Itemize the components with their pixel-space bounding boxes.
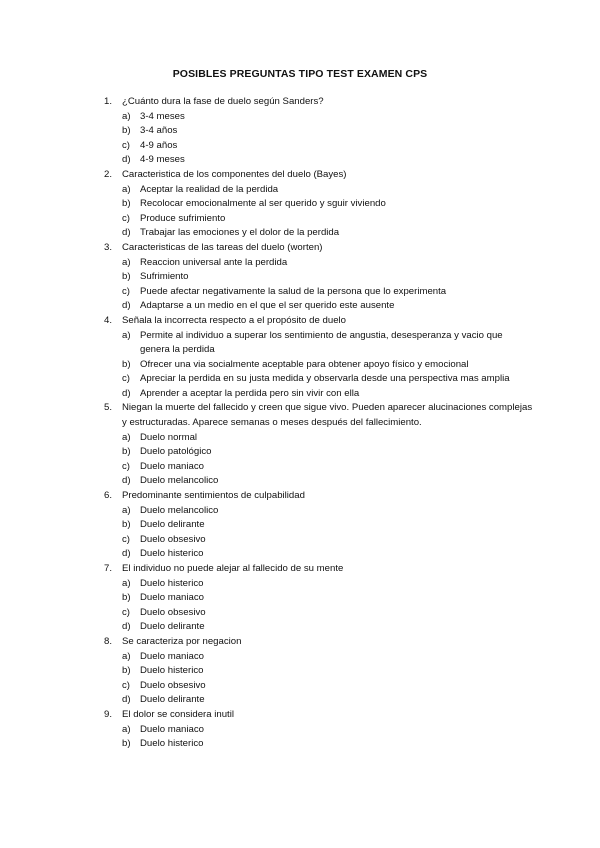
option-letter: a) bbox=[122, 329, 131, 341]
answer-option bbox=[122, 197, 534, 212]
option-letter: a) bbox=[122, 723, 131, 735]
option-text: Permite al individuo a superar los sentimiento de angustia, desesperanza y vacio que genera la perdida bbox=[140, 329, 503, 356]
answer-option bbox=[122, 183, 534, 198]
answer-option bbox=[122, 124, 534, 139]
question-text: Caracteristicas de las tareas del duelo (worten) bbox=[122, 241, 323, 253]
answer-option bbox=[122, 299, 534, 314]
question-line bbox=[104, 241, 534, 256]
option-letter: c) bbox=[122, 606, 130, 618]
option-letter: b) bbox=[122, 198, 131, 210]
question-list bbox=[104, 95, 534, 752]
question-item bbox=[104, 635, 534, 708]
answer-option bbox=[122, 577, 534, 592]
option-text: Aprender a aceptar la perdida pero sin vivir con ella bbox=[140, 387, 360, 399]
question-number: 3. bbox=[104, 241, 113, 253]
option-text: Aceptar la realidad de la perdida bbox=[140, 183, 279, 195]
answer-option bbox=[122, 329, 534, 358]
option-letter: d) bbox=[122, 694, 131, 706]
question-text: Señala la incorrecta respecto a el propósito de duelo bbox=[122, 314, 346, 326]
answer-option bbox=[122, 504, 534, 519]
option-text: Duelo normal bbox=[140, 431, 198, 443]
option-letter: d) bbox=[122, 154, 131, 166]
option-letter: c) bbox=[122, 212, 130, 224]
option-letter: b) bbox=[122, 446, 131, 458]
option-letter: a) bbox=[122, 577, 131, 589]
question-item bbox=[104, 314, 534, 402]
option-letter: b) bbox=[122, 358, 131, 370]
answer-option bbox=[122, 445, 534, 460]
answer-option bbox=[122, 547, 534, 562]
answer-option bbox=[122, 372, 534, 387]
option-letter: d) bbox=[122, 227, 131, 239]
question-line bbox=[104, 635, 534, 650]
question-line bbox=[104, 562, 534, 577]
answer-option bbox=[122, 591, 534, 606]
option-text: Puede afectar negativamente la salud de la persona que lo experimenta bbox=[140, 285, 447, 297]
option-letter: d) bbox=[122, 387, 131, 399]
question-text: Predominante sentimientos de culpabilidad bbox=[122, 490, 305, 502]
page-title: POSIBLES PREGUNTAS TIPO TEST EXAMEN CPS bbox=[172, 68, 428, 80]
option-letter: c) bbox=[122, 533, 130, 545]
option-text: Apreciar la perdida en su justa medida y observarla desde una perspectiva mas amplia bbox=[140, 373, 510, 385]
question-text: Niegan la muerte del fallecido y creen que sigue vivo. Pueden aparecer alucinaciones complejas y estructuradas. Aparece semanas o meses después del fallecimiento. bbox=[122, 402, 533, 429]
answer-option bbox=[122, 620, 534, 635]
answer-option bbox=[122, 679, 534, 694]
option-letter: b) bbox=[122, 592, 131, 604]
option-text: Duelo histerico bbox=[140, 738, 204, 750]
option-text: Duelo maniaco bbox=[140, 460, 204, 472]
option-letter: d) bbox=[122, 475, 131, 487]
option-text: 3-4 meses bbox=[140, 110, 185, 122]
answer-option bbox=[122, 110, 534, 125]
answer-option bbox=[122, 256, 534, 271]
question-number: 4. bbox=[104, 314, 113, 326]
answer-option bbox=[122, 606, 534, 621]
option-text: Adaptarse a un medio en el que el ser querido este ausente bbox=[140, 300, 395, 312]
option-text: Duelo melancolico bbox=[140, 504, 219, 516]
question-item bbox=[104, 168, 534, 241]
question-line bbox=[104, 95, 534, 110]
option-letter: d) bbox=[122, 621, 131, 633]
option-text: Duelo melancolico bbox=[140, 475, 219, 487]
question-line bbox=[104, 708, 534, 723]
option-text: Duelo maniaco bbox=[140, 592, 204, 604]
answer-option bbox=[122, 153, 534, 168]
question-line bbox=[104, 489, 534, 504]
question-line bbox=[104, 168, 534, 183]
answer-option bbox=[122, 270, 534, 285]
option-text: Duelo obsesivo bbox=[140, 606, 206, 618]
option-text: 4-9 meses bbox=[140, 154, 185, 166]
option-text: Duelo delirante bbox=[140, 621, 205, 633]
answer-option bbox=[122, 474, 534, 489]
option-letter: b) bbox=[122, 271, 131, 283]
question-number: 1. bbox=[104, 96, 113, 107]
option-letter: b) bbox=[122, 519, 131, 531]
option-text: Duelo delirante bbox=[140, 519, 205, 531]
option-letter: a) bbox=[122, 183, 131, 195]
option-text: Duelo histerico bbox=[140, 577, 204, 589]
option-text: Duelo histerico bbox=[140, 548, 204, 560]
option-letter: a) bbox=[122, 110, 131, 122]
question-number: 8. bbox=[104, 635, 113, 647]
answer-option bbox=[122, 533, 534, 548]
question-item bbox=[104, 241, 534, 314]
answer-option bbox=[122, 518, 534, 533]
question-text: El individuo no puede alejar al fallecido de su mente bbox=[122, 563, 344, 574]
question-item bbox=[104, 95, 534, 168]
option-text: Recolocar emocionalmente al ser querido y sguir viviendo bbox=[140, 198, 386, 210]
answer-option bbox=[122, 226, 534, 241]
question-item bbox=[104, 401, 534, 489]
option-letter: c) bbox=[122, 373, 130, 385]
option-text: Duelo histerico bbox=[140, 665, 204, 677]
answer-option bbox=[122, 139, 534, 154]
question-number: 9. bbox=[104, 708, 113, 720]
option-letter: b) bbox=[122, 125, 131, 137]
option-text: Produce sufrimiento bbox=[140, 212, 226, 224]
option-letter: b) bbox=[122, 738, 131, 750]
option-letter: c) bbox=[122, 679, 130, 691]
question-number: 6. bbox=[104, 490, 113, 502]
question-number: 5. bbox=[104, 402, 113, 414]
question-text: Se caracteriza por negacion bbox=[122, 635, 242, 647]
option-text: 3-4 años bbox=[140, 125, 178, 137]
option-text: Duelo maniaco bbox=[140, 650, 204, 662]
answer-option bbox=[122, 387, 534, 402]
answer-option bbox=[122, 664, 534, 679]
option-letter: c) bbox=[122, 285, 130, 297]
question-line bbox=[104, 314, 534, 329]
option-text: Reaccion universal ante la perdida bbox=[140, 256, 288, 268]
question-text: Caracteristica de los componentes del duelo (Bayes) bbox=[122, 168, 347, 180]
question-item bbox=[104, 489, 534, 562]
answer-option bbox=[122, 212, 534, 227]
question-item bbox=[104, 562, 534, 635]
option-text: Duelo patológico bbox=[140, 446, 212, 458]
answer-option bbox=[122, 285, 534, 300]
option-letter: a) bbox=[122, 504, 131, 516]
option-text: Sufrimiento bbox=[140, 271, 189, 283]
option-letter: a) bbox=[122, 256, 131, 268]
option-text: Duelo obsesivo bbox=[140, 533, 206, 545]
answer-option bbox=[122, 650, 534, 665]
option-letter: c) bbox=[122, 139, 130, 151]
question-number: 7. bbox=[104, 563, 113, 574]
question-text: El dolor se considera inutil bbox=[122, 708, 234, 720]
option-letter: a) bbox=[122, 650, 131, 662]
option-text: Duelo maniaco bbox=[140, 723, 204, 735]
option-letter: b) bbox=[122, 665, 131, 677]
question-text: ¿Cuánto dura la fase de duelo según Sanders? bbox=[122, 96, 324, 107]
question-item bbox=[104, 708, 534, 752]
option-text: Ofrecer una via socialmente aceptable para obtener apoyo físico y emocional bbox=[140, 358, 469, 370]
answer-option bbox=[122, 693, 534, 708]
option-letter: c) bbox=[122, 460, 130, 472]
option-text: 4-9 años bbox=[140, 139, 178, 151]
answer-option bbox=[122, 431, 534, 446]
question-line bbox=[104, 401, 534, 430]
option-letter: a) bbox=[122, 431, 131, 443]
option-letter: d) bbox=[122, 300, 131, 312]
answer-option bbox=[122, 737, 534, 752]
option-text: Duelo delirante bbox=[140, 694, 205, 706]
answer-option bbox=[122, 723, 534, 738]
question-number: 2. bbox=[104, 168, 113, 180]
option-letter: d) bbox=[122, 548, 131, 560]
option-text: Trabajar las emociones y el dolor de la perdida bbox=[140, 227, 340, 239]
answer-option bbox=[122, 460, 534, 475]
option-text: Duelo obsesivo bbox=[140, 679, 206, 691]
answer-option bbox=[122, 358, 534, 373]
